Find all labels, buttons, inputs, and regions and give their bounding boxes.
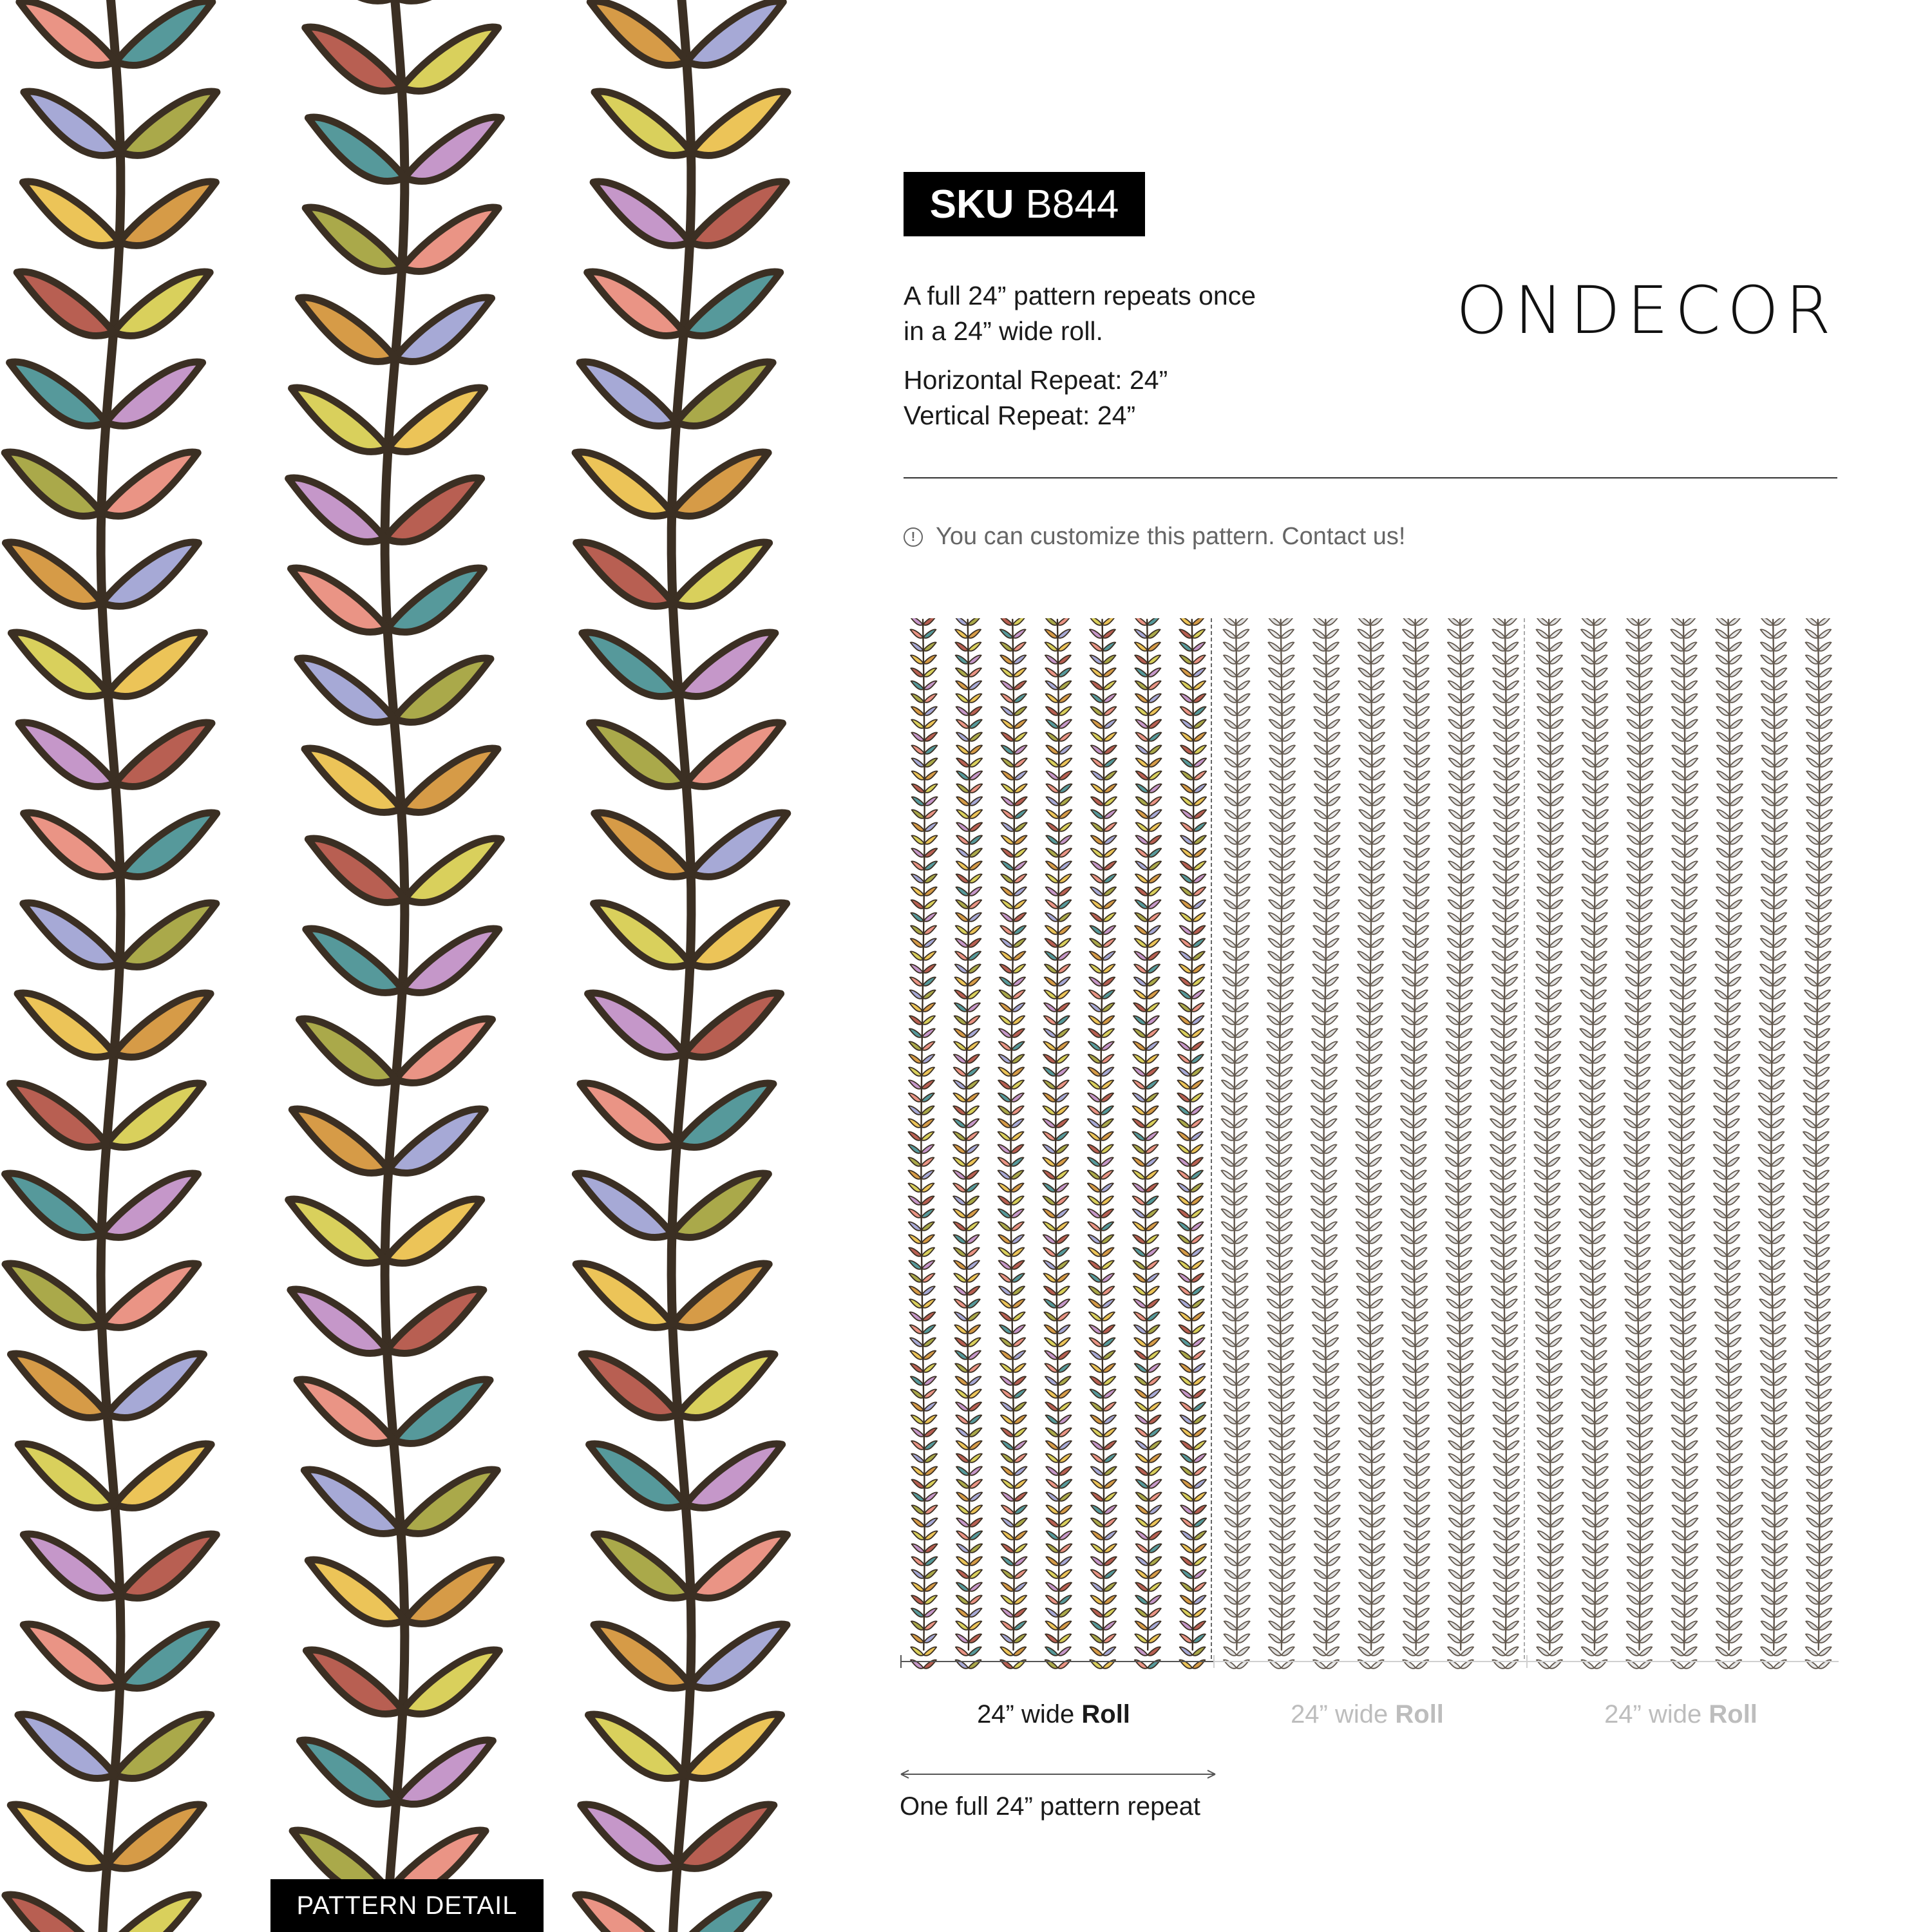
description-line-2: in a 24” wide roll.	[904, 316, 1103, 346]
leaf	[684, 272, 781, 336]
leaf	[594, 1624, 690, 1688]
leaf	[290, 568, 387, 632]
leaf	[119, 182, 216, 245]
leaf	[298, 0, 395, 1]
leaf	[690, 182, 786, 245]
info-icon: !	[904, 527, 923, 547]
vertical-repeat: Vertical Repeat: 24”	[904, 401, 1136, 430]
leaf	[404, 838, 501, 902]
leaf	[308, 117, 404, 181]
leaf	[10, 362, 106, 426]
leaf	[5, 1173, 102, 1237]
leaf	[113, 272, 210, 336]
leaf	[685, 993, 781, 1057]
leaf	[5, 452, 101, 516]
leaf	[588, 993, 685, 1057]
leaf	[594, 91, 691, 155]
leaf	[672, 1264, 769, 1327]
leaf	[120, 91, 217, 155]
leaf	[587, 272, 684, 336]
leaf	[120, 813, 217, 876]
divider	[904, 477, 1837, 478]
leaf	[299, 1740, 396, 1804]
leaf	[690, 903, 787, 967]
leaf	[116, 1, 213, 65]
leaf	[401, 1470, 497, 1533]
leaf	[686, 723, 782, 786]
leaf	[593, 182, 690, 245]
leaf	[576, 542, 673, 606]
leaf	[5, 1264, 102, 1327]
leaf	[691, 91, 788, 155]
leaf	[594, 1534, 690, 1598]
brand-logo: ONDECOR	[1456, 272, 1837, 349]
leaf	[5, 542, 102, 606]
leaf	[672, 452, 768, 516]
leaf	[102, 1264, 198, 1327]
sku-value: B844	[1025, 182, 1119, 227]
leaf	[679, 632, 775, 696]
leaf	[394, 658, 491, 722]
leaf	[115, 723, 212, 786]
leaf	[289, 1199, 385, 1263]
leaf	[102, 1895, 198, 1932]
leaf	[385, 478, 482, 542]
detail-vine-3	[575, 0, 788, 1932]
leaf	[10, 1804, 107, 1868]
leaf	[115, 1714, 211, 1778]
leaf	[292, 1109, 388, 1173]
leaf	[299, 1019, 395, 1083]
leaf	[387, 568, 484, 632]
leaf	[388, 388, 485, 451]
leaf	[575, 1173, 672, 1237]
leaf	[685, 1714, 781, 1778]
leaf	[402, 207, 498, 271]
leaf	[690, 1624, 787, 1688]
leaf	[18, 1714, 115, 1778]
leaf	[305, 207, 402, 271]
leaf	[305, 27, 402, 91]
leaf	[10, 1083, 106, 1147]
leaf	[396, 1740, 493, 1804]
leaf	[590, 1, 687, 65]
pattern-detail-image	[0, 0, 792, 1932]
leaf	[589, 723, 686, 786]
leaf	[687, 1, 783, 65]
repeat-description	[904, 278, 1354, 349]
leaf	[306, 1650, 402, 1714]
leaf	[106, 362, 203, 426]
leaf	[395, 1019, 492, 1083]
leaf	[395, 0, 491, 1]
leaf	[17, 993, 114, 1057]
leaf	[581, 1804, 677, 1868]
leaf	[304, 1470, 401, 1533]
leaf	[120, 1534, 216, 1598]
leaf	[115, 1444, 211, 1508]
leaf	[576, 1264, 672, 1327]
leaf	[308, 838, 404, 902]
leaf	[402, 929, 499, 992]
leaf	[582, 632, 679, 696]
leaf	[677, 1804, 774, 1868]
leaf	[107, 1354, 204, 1417]
leaf	[120, 1624, 216, 1688]
detail-vine-2	[289, 0, 502, 1932]
description-line-1: A full 24” pattern repeats once	[904, 281, 1256, 310]
leaf	[306, 929, 402, 992]
leaf	[5, 1895, 102, 1932]
leaf	[385, 1199, 482, 1263]
pattern-detail-panel	[0, 0, 792, 1932]
leaf	[676, 362, 773, 426]
leaf	[401, 748, 498, 812]
leaf	[120, 903, 216, 967]
leaf	[298, 658, 394, 722]
leaf	[686, 1444, 782, 1508]
leaf	[23, 182, 119, 245]
leaf	[299, 298, 395, 361]
vine-stem	[385, 0, 405, 1932]
leaf	[673, 542, 770, 606]
leaf	[106, 1083, 203, 1147]
leaf	[19, 1, 116, 65]
customize-note-text: You can customize this pattern. Contact us!	[936, 523, 1406, 550]
detail-vine-1	[5, 0, 217, 1932]
roll-label-1: 24” wide Roll	[977, 1700, 1130, 1728]
leaf	[588, 1714, 685, 1778]
horizontal-repeat: Horizontal Repeat: 24”	[904, 365, 1168, 395]
leaf	[393, 1379, 490, 1443]
leaf	[23, 1624, 120, 1688]
leaf	[23, 903, 120, 967]
leaf	[102, 1173, 198, 1237]
roll-preview	[898, 618, 1839, 1674]
leaf	[576, 1895, 672, 1932]
leaf	[672, 1895, 769, 1932]
leaf	[589, 1444, 686, 1508]
leaf	[690, 1534, 787, 1598]
leaf	[387, 1289, 484, 1353]
leaf	[594, 903, 690, 967]
roll-label-3: 24” wide Roll	[1604, 1700, 1757, 1728]
leaf	[580, 1083, 677, 1147]
leaf	[101, 452, 198, 516]
leaf	[395, 298, 492, 361]
leaf	[11, 632, 108, 696]
leaf	[107, 1804, 204, 1868]
leaf	[19, 723, 115, 786]
sku-key: SKU	[929, 182, 1014, 227]
sku-badge	[904, 172, 1145, 236]
leaf	[388, 1109, 485, 1173]
leaf	[24, 91, 120, 155]
leaf	[575, 452, 672, 516]
leaf	[308, 1560, 404, 1624]
leaf	[677, 1083, 773, 1147]
leaf	[297, 1379, 393, 1443]
leaf	[18, 1444, 115, 1508]
leaf	[108, 632, 204, 696]
leaf	[23, 1534, 120, 1598]
leaf	[305, 748, 401, 812]
leaf	[17, 272, 113, 336]
repeat-label: One full 24” pattern repeat	[900, 1792, 1200, 1821]
leaf	[290, 1289, 387, 1353]
roll-label-2: 24” wide Roll	[1291, 1700, 1444, 1728]
leaf	[691, 813, 788, 876]
leaf	[10, 1354, 107, 1417]
customize-note	[904, 523, 1405, 551]
leaf	[402, 27, 498, 91]
leaf	[582, 1354, 678, 1417]
leaf	[402, 1650, 499, 1714]
leaf	[404, 117, 501, 181]
leaf	[404, 1560, 501, 1624]
leaf	[289, 478, 385, 542]
leaf	[102, 542, 198, 606]
pattern-detail-label: PATTERN DETAIL	[270, 1879, 544, 1932]
leaf	[580, 362, 676, 426]
repeat-dimensions	[904, 363, 1354, 433]
leaf	[594, 813, 691, 876]
leaf	[114, 993, 211, 1057]
leaf	[672, 1173, 768, 1237]
leaf	[292, 388, 388, 451]
leaf	[678, 1354, 775, 1417]
leaf	[24, 813, 120, 876]
repeat-arrow	[898, 1765, 1220, 1784]
